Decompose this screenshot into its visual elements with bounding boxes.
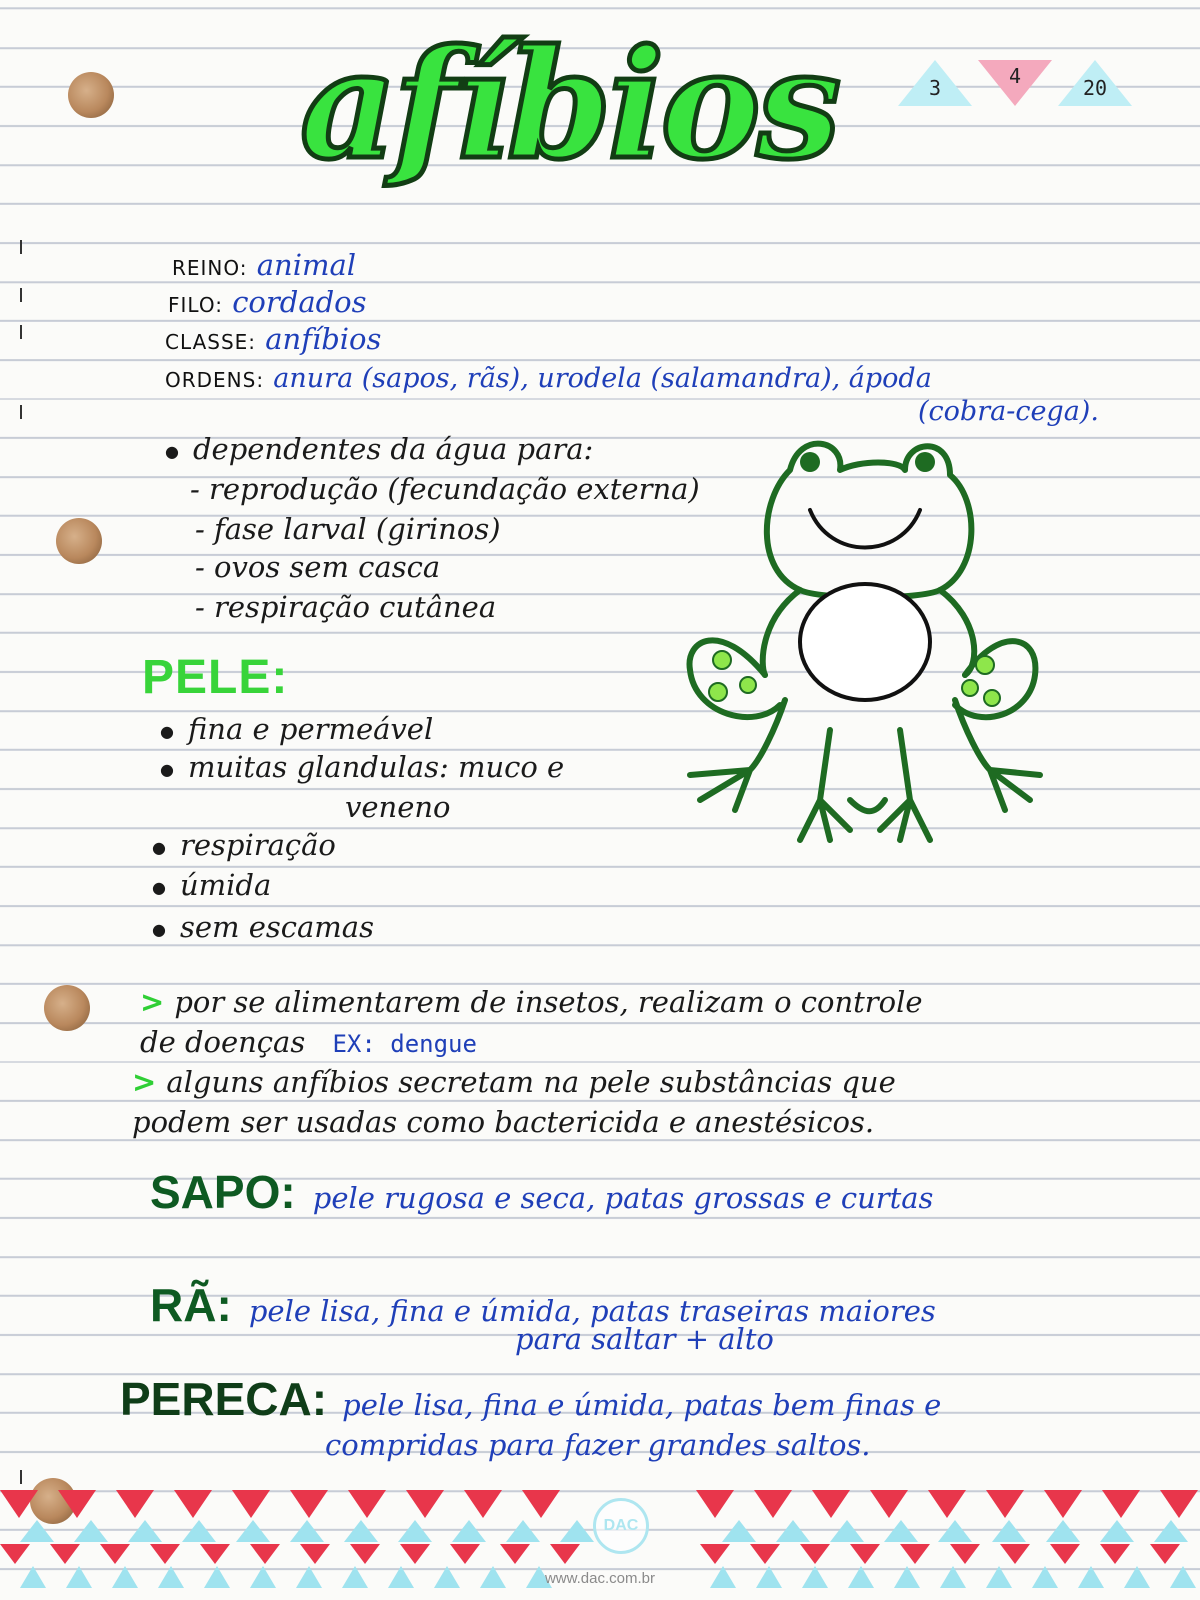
- date-day: [898, 58, 972, 108]
- type-sapo: [150, 1165, 933, 1219]
- pele-item: ● úmida: [152, 868, 271, 902]
- type-description: pele rugosa e seca, patas grossas e curtas: [312, 1181, 934, 1215]
- footer-triangle: [800, 1544, 830, 1564]
- footer-triangle: [700, 1544, 730, 1564]
- margin-tick: [20, 1470, 22, 1484]
- footer-triangle: [754, 1490, 792, 1518]
- footer-triangle: [722, 1520, 756, 1542]
- pele-item: ● sem escamas: [152, 910, 374, 944]
- footer-triangle: [830, 1520, 864, 1542]
- type-pereca-line2: compridas para fazer grandes saltos.: [325, 1428, 871, 1462]
- footer-triangle: [450, 1544, 480, 1564]
- date-month: [978, 58, 1052, 108]
- footer-triangle: [236, 1520, 270, 1542]
- taxonomy-ordens: [165, 360, 932, 394]
- dependence-item: - ovos sem casca: [195, 550, 441, 584]
- dac-logo: DAC: [593, 1498, 649, 1554]
- binder-hole: [44, 985, 90, 1031]
- footer-triangle: [550, 1544, 580, 1564]
- pele-heading: PELE:: [142, 651, 289, 704]
- date-month-text: 4: [1008, 64, 1022, 88]
- footer-triangle: [150, 1544, 180, 1564]
- footer-triangle: [776, 1520, 810, 1542]
- note-text: de doenças: [140, 1025, 306, 1059]
- note-2-line2: podem ser usadas como bactericida e anestésicos.: [132, 1105, 875, 1139]
- example-text: EX: dengue: [332, 1030, 477, 1058]
- footer-triangle: [290, 1490, 328, 1518]
- type-name: SAPO:: [150, 1166, 296, 1218]
- type-description: pele lisa, fina e úmida, patas bem finas e: [342, 1388, 942, 1422]
- taxonomy-ordens-cont: (cobra-cega).: [918, 396, 1099, 427]
- pele-item: ● respiração: [152, 828, 336, 862]
- footer-triangle: [870, 1490, 908, 1518]
- footer-triangle: [928, 1490, 966, 1518]
- taxonomy-label: FILO:: [168, 293, 223, 317]
- footer-triangle: [1160, 1490, 1198, 1518]
- taxonomy-label: ORDENS:: [165, 368, 265, 392]
- footer-triangle: [950, 1544, 980, 1564]
- footer-triangle: [398, 1520, 432, 1542]
- footer-triangle: [128, 1520, 162, 1542]
- type-name: RÃ:: [150, 1279, 232, 1331]
- footer-triangle: [1044, 1490, 1082, 1518]
- margin-tick: [20, 325, 22, 339]
- type-ra-line2: para saltar + alto: [515, 1322, 774, 1356]
- footer-triangle: [696, 1490, 734, 1518]
- footer-triangle: [900, 1544, 930, 1564]
- footer-triangle: [938, 1520, 972, 1542]
- date-year: [1058, 58, 1132, 108]
- type-pereca: [120, 1372, 941, 1426]
- note-1-line2: [140, 1025, 477, 1059]
- pele-item: ● fina e permeável: [160, 712, 433, 746]
- footer-triangle: [232, 1490, 270, 1518]
- note-2-line1: [132, 1065, 896, 1099]
- footer-triangle: [500, 1544, 530, 1564]
- binder-hole: [68, 72, 114, 118]
- dependence-intro: ● dependentes da água para:: [165, 432, 593, 466]
- taxonomy-value: anura (sapos, rãs), urodela (salamandra), ápoda: [273, 363, 932, 394]
- footer-triangle: [174, 1490, 212, 1518]
- footer-triangle: [884, 1520, 918, 1542]
- pele-item: ● muitas glandulas: muco e: [160, 750, 564, 784]
- footer-triangle: [0, 1490, 38, 1518]
- footer-triangle: [350, 1544, 380, 1564]
- dependence-item: - reprodução (fecundação externa): [190, 472, 700, 506]
- footer-triangle: [116, 1490, 154, 1518]
- dependence-item: - respiração cutânea: [195, 590, 497, 624]
- footer-triangle: [400, 1544, 430, 1564]
- taxonomy-classe: [165, 322, 381, 356]
- footer-triangle: [20, 1520, 54, 1542]
- note-1-line1: [140, 985, 923, 1019]
- frog-illustration: [680, 430, 1050, 870]
- date-year-text: 20: [1082, 76, 1108, 100]
- footer-triangle: [506, 1520, 540, 1542]
- date-day-text: 3: [928, 76, 942, 100]
- footer-triangle: [300, 1544, 330, 1564]
- binder-hole: [56, 518, 102, 564]
- arrow-icon: >: [140, 985, 165, 1019]
- footer-triangle: [560, 1520, 594, 1542]
- arrow-icon: >: [132, 1065, 157, 1099]
- footer-triangle: [1102, 1490, 1140, 1518]
- margin-tick: [20, 240, 22, 254]
- taxonomy-label: CLASSE:: [165, 330, 257, 354]
- type-name: PERECA:: [120, 1373, 328, 1425]
- footer-triangle: [200, 1544, 230, 1564]
- footer-triangle: [452, 1520, 486, 1542]
- footer-triangle: [290, 1520, 324, 1542]
- taxonomy-label: REINO:: [172, 256, 248, 280]
- footer-triangle: [348, 1490, 386, 1518]
- footer-triangle: [1100, 1520, 1134, 1542]
- margin-tick: [20, 405, 22, 419]
- taxonomy-reino: [172, 248, 356, 282]
- footer-triangle: [50, 1544, 80, 1564]
- pele-item: veneno: [345, 790, 451, 824]
- footer-triangle: [522, 1490, 560, 1518]
- footer-triangle: [1100, 1544, 1130, 1564]
- footer-triangle: [464, 1490, 502, 1518]
- taxonomy-value: cordados: [232, 285, 367, 319]
- footer-triangle: [850, 1544, 880, 1564]
- type-description: pele lisa, fina e úmida, patas traseiras maiores: [248, 1294, 936, 1328]
- footer-triangle: [406, 1490, 444, 1518]
- taxonomy-value: anfíbios: [265, 322, 382, 356]
- footer-triangle: [1150, 1544, 1180, 1564]
- footer-triangle: [992, 1520, 1026, 1542]
- taxonomy-value: animal: [256, 248, 357, 282]
- page-title: afíbios: [300, 17, 838, 193]
- footer-triangle: [250, 1544, 280, 1564]
- footer-triangle: [344, 1520, 378, 1542]
- footer-triangle: [750, 1544, 780, 1564]
- note-text: alguns anfíbios secretam na pele substâncias que: [166, 1065, 896, 1099]
- taxonomy-filo: [168, 285, 367, 319]
- footer-triangle: [1050, 1544, 1080, 1564]
- footer-triangle: [182, 1520, 216, 1542]
- footer-triangle: [1000, 1544, 1030, 1564]
- date-badge: [898, 58, 1132, 108]
- footer-triangle: [58, 1490, 96, 1518]
- footer-triangle: [0, 1544, 30, 1564]
- footer-url: www.dac.com.br: [544, 1570, 656, 1587]
- margin-tick: [20, 288, 22, 302]
- dependence-item: - fase larval (girinos): [195, 512, 501, 546]
- footer-triangle: [986, 1490, 1024, 1518]
- footer-triangle: [1046, 1520, 1080, 1542]
- footer-triangle: [74, 1520, 108, 1542]
- footer-triangle: [1154, 1520, 1188, 1542]
- footer-triangle: [812, 1490, 850, 1518]
- note-text: por se alimentarem de insetos, realizam o controle: [174, 985, 923, 1019]
- footer-triangle: [100, 1544, 130, 1564]
